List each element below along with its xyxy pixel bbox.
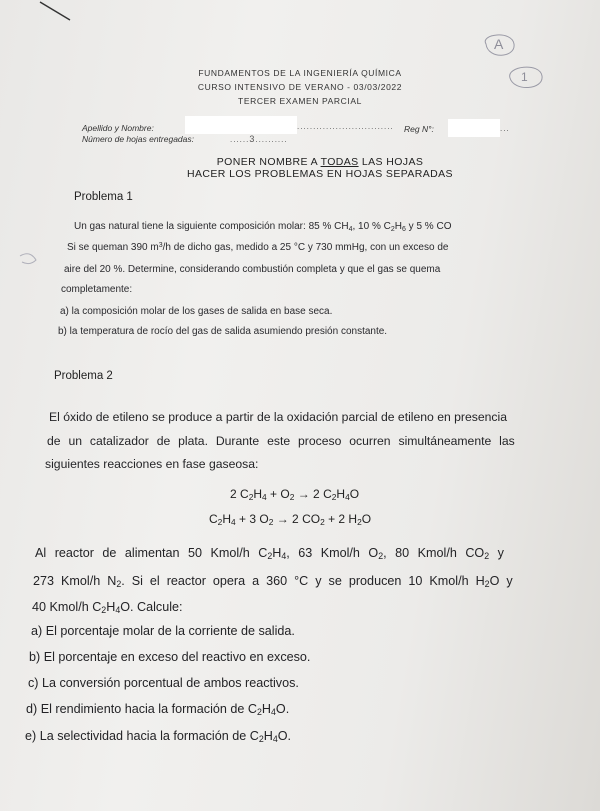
p2-item-a: a) El porcentaje molar de la corriente de salida. [31,624,295,638]
p2-feed-3: 40 Kmol/h $C_2H_4O$. Calcule: [32,600,183,616]
p2-intro-2: de un catalizador de plata. Durante este proceso ocurren simultáneamente las [47,434,515,448]
reaction-2: $C_2H_4 + 3$ $O_2 \to 2$ $CO_2 + 2$ $H_2O$ [209,512,372,528]
p2-intro-1: El óxido de etileno se produce a partir de la oxidación parcial de etileno en presencia [49,410,508,424]
course-subtitle: CURSO INTENSIVO DE VERANO - 03/03/2022 [197,82,403,92]
notice-post: LAS HOJAS [358,156,424,168]
problem-1-title: Problema 1 [74,191,133,203]
name-dots: .............................. [297,122,394,131]
mark-1: 1 [521,70,528,84]
p2-item-d: d) El rendimiento hacia la formación de $C_2H_4O$. [26,702,290,718]
p2-item-b: b) El porcentaje en exceso del reactivo en exceso. [29,650,311,664]
p2-feed-2: 273 Kmol/h $N_2$. Si el reactor opera a 360 °C y se producen 10 Kmol/h $H_2O$ y [33,574,513,590]
p1-line-2: Si se queman 390 $m^3/h$ de dicho gas, medido a 25 °C y 730 mmHg, con un exceso de [67,242,449,253]
sheets-label: Número de hojas entregadas: [82,134,194,144]
p1-line-4: completamente: [61,284,133,295]
p2-feed-1: Al reactor de alimentan 50 Kmol/h $C_2H_4$, 63 Kmol/h $O_2$, 80 Kmol/h $CO_2$ y [35,546,504,562]
notice-pre: PONER NOMBRE A [216,156,321,168]
redacted-name [185,116,297,134]
p1-line-1: Un gas natural tiene la siguiente composición molar: 85 % $CH_4$, 10 % $C_2H_6$ y 5 % CO [74,221,452,233]
p2-item-e: e) La selectividad hacia la formación de $C_2H_4O$. [25,729,292,745]
p1-item-b: b) la temperatura de rocío del gas de salida asumiendo presión constante. [58,326,388,337]
p2-item-c: c) La conversión porcentual de ambos reactivos. [28,676,299,690]
name-label: Apellido y Nombre: [82,123,154,133]
sheets-value: 3 [249,134,256,144]
sheets-dots: ......3.......... [230,134,288,144]
p1-item-a: a) la composición molar de los gases de salida en base seca. [60,306,333,317]
notice-line-2: HACER LOS PROBLEMAS EN HOJAS SEPARADAS [187,168,453,180]
reaction-1: 2 $C_2H_4 + O_2 \to 2$ $C_2H_4O$ [230,487,360,503]
course-title: FUNDAMENTOS DE LA INGENIERÍA QUÍMICA [198,68,402,78]
problem-2-title: Problema 2 [54,370,113,382]
redacted-reg [448,119,500,137]
p1-line-3: aire del 20 %. Determine, considerando combustión completa y que el gas se quema [64,264,441,275]
p2-intro-3: siguientes reacciones en fase gaseosa: [45,457,259,471]
notice-underlined: TODAS [320,156,359,168]
mark-a: A [494,36,504,52]
pen-mark-left [20,254,36,264]
notice-line-1 [150,156,490,168]
reg-label: Reg N°: [404,124,434,134]
exam-title: TERCER EXAMEN PARCIAL [238,96,362,106]
reg-dots: ... [500,124,510,133]
pen-stroke-top-left [40,2,70,20]
